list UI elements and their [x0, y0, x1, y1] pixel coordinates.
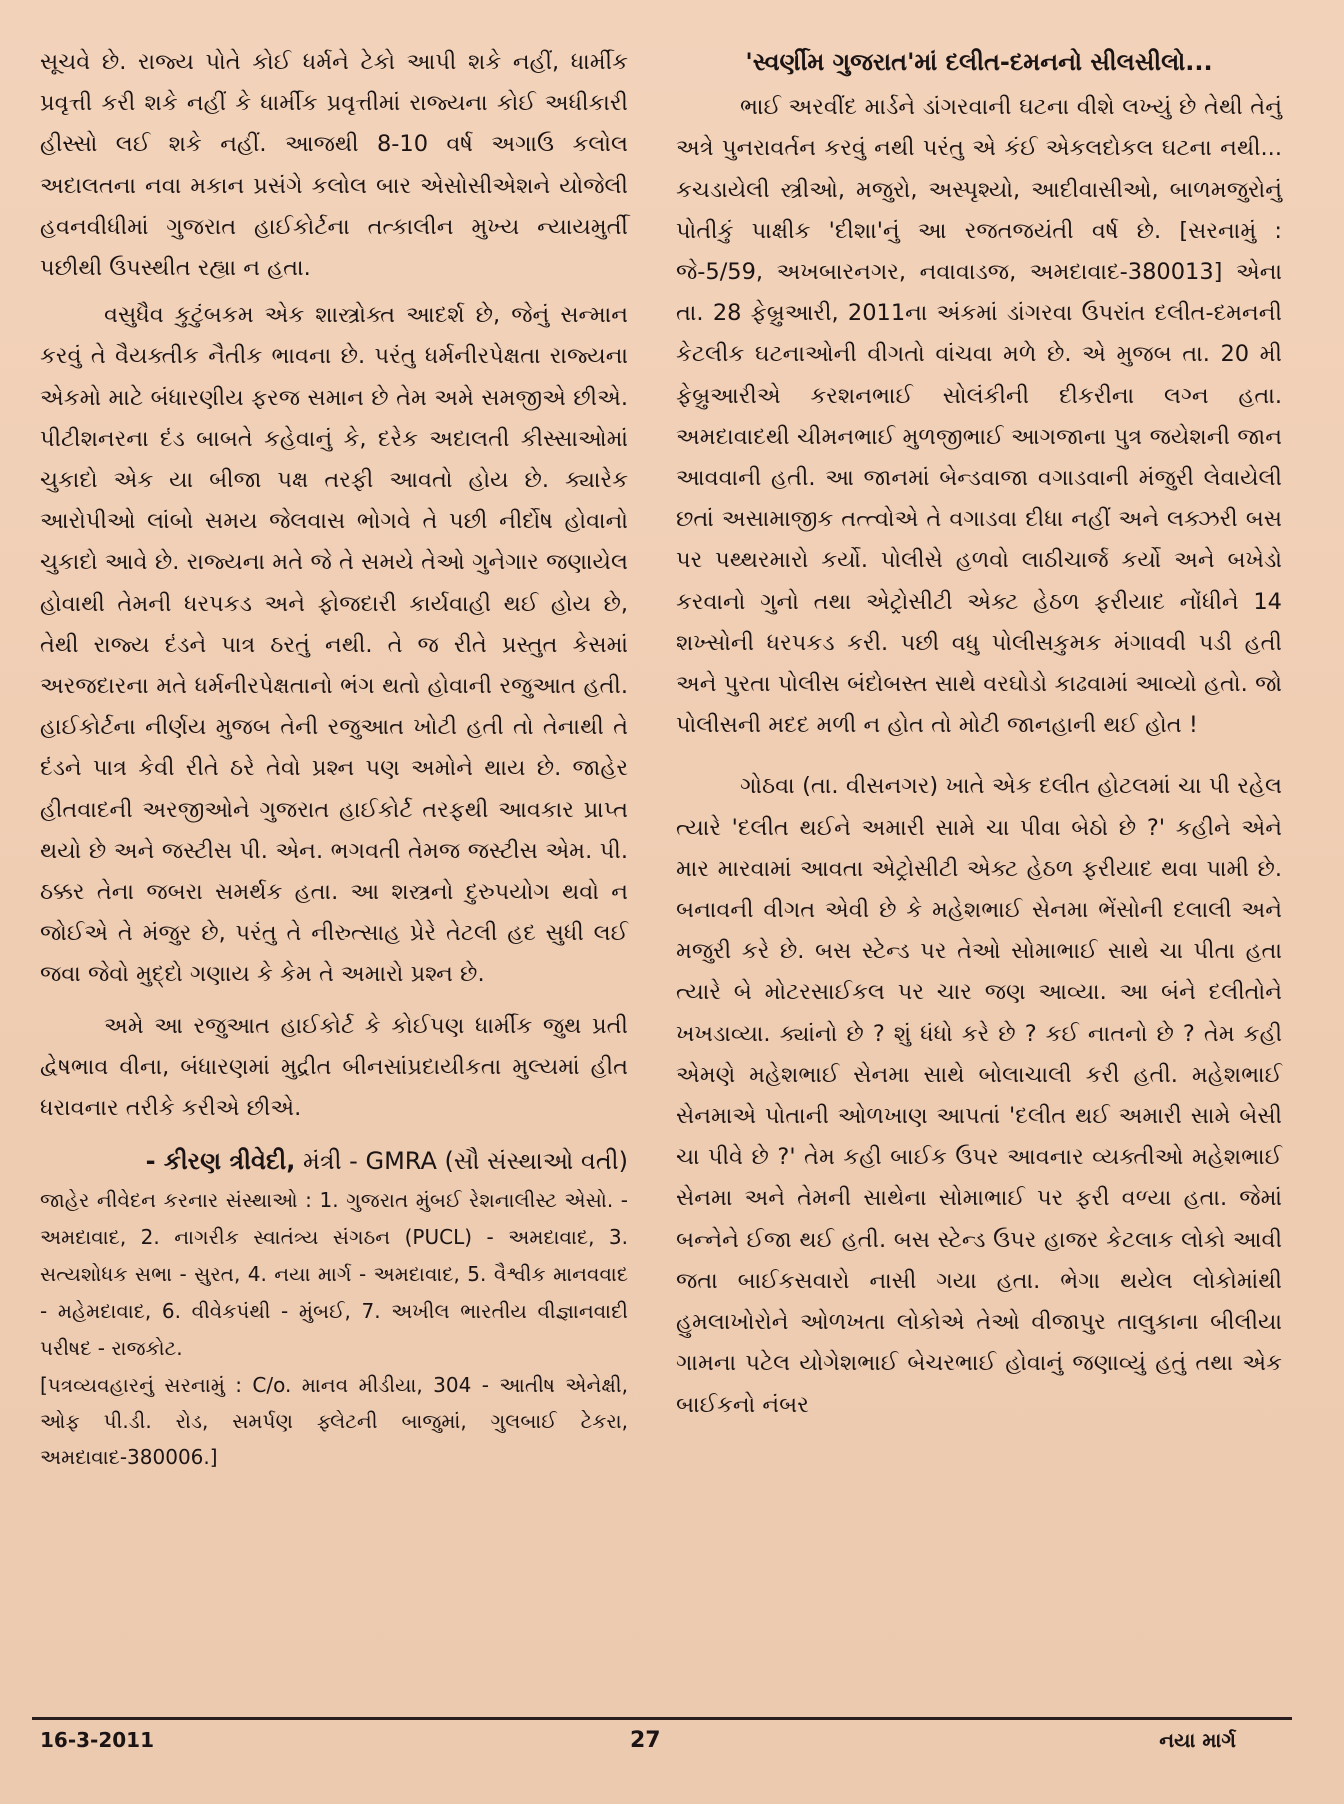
article-heading: 'સ્વર્ણીમ ગુજરાત'માં દલીત-દમનનો સીલસીલો... — [745, 48, 1213, 76]
organizations-note: જાહેર નીવેદન કરનાર સંસ્થાઓ : 1. ગુજરાત મુંબઈ રેશનાલીસ્ટ એસો. - અમદાવાદ, 2. નાગરીક સ્વાતંત્ર્ય સંગઠન (PUCL) - અમદાવાદ, 3. સત્યશોધક સભા - સુરત, 4. નયા માર્ગ - અમદાવાદ, 5. વૈશ્વીક માનવવાદ - મહેમદાવાદ, 6. વીવેકપંથી - મુંબઈ, 7. અખીલ ભારતીય વીજ્ઞાનવાદી પરીષદ - રાજકોટ. — [40, 1188, 628, 1361]
signature-line — [40, 1141, 628, 1182]
magazine-name: નયા માર્ગ — [1159, 1728, 1236, 1752]
signature-role: મંત્રી - GMRA (સૌ સંસ્થાઓ વતી) — [295, 1147, 628, 1176]
right-paragraph-1: ભાઈ અરવીંદ માર્ડને ડાંગરવાની ઘટના વીશે લખ્યું છે તેથી તેનું અત્રે પુનરાવર્તન કરવું નથી પરંતુ એ કંઈ એકલદોકલ ઘટના નથી... કચડાયેલી સ્ત્રીઓ, મજુરો, અસ્પૃશ્યો, આદીવાસીઓ, બાળમજુરોનું પોતીકું પાક્ષીક 'દીશા'નું આ રજતજયંતી વર્ષ છે. [સરનામું : જે-5/59, અખબારનગર, નવાવાડજ, અમદાવાદ-380013] એના તા. 28 ફેબ્રુઆરી, 2011ના અંકમાં ડાંગરવા ઉપરાંત દલીત-દમનની કેટલીક ઘટનાઓની વીગતો વાંચવા મળે છે. એ મુજબ તા. 20 મી ફેબ્રુઆરીએ કરશનભાઈ સોલંકીની દીકરીના લગ્ન હતા. અમદાવાદથી ચીમનભાઈ મુળજીભાઈ આગજાના પુત્ર જયેશની જાન આવવાની હતી. આ જાનમાં બેન્ડવાજા વગાડવાની મંજુરી લેવાયેલી છતાં અસામાજીક તત્ત્વોએ તે વગાડવા દીધા નહીં અને લક્ઝરી બસ પર પથ્થરમારો કર્યો. પોલીસે હળવો લાઠીચાર્જ કર્યો અને બખેડો કરવાનો ગુનો તથા એટ્રોસીટી એક્ટ હેઠળ ફરીયાદ નોંધીને 14 શખ્સોની ધરપકડ કરી. પછી વધુ પોલીસકુમક મંગાવવી પડી હતી અને પુરતા પોલીસ બંદોબસ્ત સાથે વરઘોડો કાઢવામાં આવ્યો હતો. જો પોલીસની મદદ મળી ન હોત તો મોટી જાનહાની થઈ હોત ! — [676, 94, 1282, 739]
footer-divider — [32, 1717, 1292, 1720]
left-column — [40, 42, 628, 1475]
left-paragraph-2: વસુધૈવ કુટુંબકમ એક શાસ્ત્રોક્ત આદર્શ છે, જેનું સન્માન કરવું તે વૈયક્તીક નૈતીક ભાવના છે. પરંતુ ધર્મનીરપેક્ષતા રાજ્યના એકમો માટે બંધારણીય ફરજ સમાન છે તેમ અમે સમજીએ છીએ. પીટીશનરના દંડ બાબતે કહેવાનું કે, દરેક અદાલતી કીસ્સાઓમાં ચુકાદો એક યા બીજા પક્ષ તરફી આવતો હોય છે. ક્યારેક આરોપીઓ લાંબો સમય જેલવાસ ભોગવે તે પછી નીર્દોષ હોવાનો ચુકાદો આવે છે. રાજ્યના મતે જે તે સમયે તેઓ ગુનેગાર જણાયેલ હોવાથી તેમની ધરપકડ અને ફોજદારી કાર્યવાહી થઈ હોય છે, તેથી રાજ્ય દંડને પાત્ર ઠરતું નથી. તે જ રીતે પ્રસ્તુત કેસમાં અરજદારના મતે ધર્મનીરપેક્ષતાનો ભંગ થતો હોવાની રજુઆત હતી. હાઈકોર્ટના નીર્ણય મુજબ તેની રજુઆત ખોટી હતી તો તેનાથી તે દંડને પાત્ર કેવી રીતે ઠરે તેવો પ્રશ્ન પણ અમોને થાય છે. જાહેર હીતવાદની અરજીઓને ગુજરાત હાઈકોર્ટ તરફથી આવકાર પ્રાપ્ત થયો છે અને જસ્ટીસ પી. એન. ભગવતી તેમજ જસ્ટીસ એમ. પી. ઠક્કર તેના જબરા સમર્થક હતા. આ શસ્ત્રનો દુરુપયોગ થવો ન જોઈએ તે મંજુર છે, પરંતુ તે નીરુત્સાહ પ્રેરે તેટલી હદ સુધી લઈ જવા જેવો મુદ્દો ગણાય કે કેમ તે અમારો પ્રશ્ન છે. — [40, 302, 628, 988]
correspondence-address: [પત્રવ્યવહારનું સરનામું : C/o. માનવ મીડીયા, 304 - આતીષ એનેક્ષી, ઓફ પી.ડી. રોડ, સમર્પણ ફ્લેટની બાજુમાં, ગુલબાઈ ટેકરા, અમદાવાદ-380006.] — [40, 1373, 628, 1470]
right-column — [676, 42, 1282, 1426]
right-paragraph-2: ગોઠવા (તા. વીસનગર) ખાતે એક દલીત હોટલમાં ચા પી રહેલ ત્યારે 'દલીત થઈને અમારી સામે ચા પીવા બેઠો છે ?' કહીને એને માર મારવામાં આવતા એટ્રોસીટી એક્ટ હેઠળ ફરીયાદ થવા પામી છે. બનાવની વીગત એવી છે કે મહેશભાઈ સેનમા ભેંસોની દલાલી અને મજુરી કરે છે. બસ સ્ટેન્ડ પર તેઓ સોમાભાઈ સાથે ચા પીતા હતા ત્યારે બે મોટરસાઈકલ પર ચાર જણ આવ્યા. આ બંને દલીતોને ખખડાવ્યા. ક્યાંનો છે ? શું ધંધો કરે છે ? કઈ નાતનો છે ? તેમ કહી એમણે મહેશભાઈ સેનમા સાથે બોલાચાલી કરી હતી. મહેશભાઈ સેનમાએ પોતાની ઓળખાણ આપતાં 'દલીત થઈ અમારી સામે બેસી ચા પીવે છે ?' તેમ કહી બાઈક ઉપર આવનાર વ્યક્તીઓ મહેશભાઈ સેનમા અને તેમની સાથેના સોમાભાઈ પર ફરી વળ્યા હતા. જેમાં બન્નેને ઈજા થઈ હતી. બસ સ્ટેન્ડ ઉપર હાજર કેટલાક લોકો આવી જતા બાઈકસવારો નાસી ગયા હતા. ભેગા થયેલ લોકોમાંથી હુમલાખોરોને ઓળખતા લોકોએ તેઓ વીજાપુર તાલુકાના બીલીયા ગામના પટેલ યોગેશભાઈ બેચરભાઈ હોવાનું જણાવ્યું હતું તથા એક બાઈકનો નંબર — [676, 773, 1282, 1418]
footer-date: 16-3-2011 — [40, 1728, 155, 1752]
left-paragraph-3: અમે આ રજુઆત હાઈકોર્ટ કે કોઈપણ ધાર્મીક જુથ પ્રતી દ્વેષભાવ વીના, બંધારણમાં મુદ્રીત બીનસાંપ્રદાયીકતા મુલ્યમાં હીત ધરાવનાર તરીકે કરીએ છીએ. — [40, 1012, 628, 1122]
signature-name: - કીરણ ત્રીવેદી, — [145, 1147, 296, 1176]
page-number: 27 — [630, 1728, 661, 1753]
left-paragraph-1: સૂચવે છે. રાજ્ય પોતે કોઈ ધર્મને ટેકો આપી શકે નહીં, ધાર્મીક પ્રવૃત્તી કરી શકે નહીં કે ધાર્મીક પ્રવૃત્તીમાં રાજ્યના કોઈ અધીકારી હીસ્સો લઈ શકે નહીં. આજથી 8-10 વર્ષ અગાઉ કલોલ અદાલતના નવા મકાન પ્રસંગે કલોલ બાર એસોસીએશને યોજેલી હવનવીધીમાં ગુજરાત હાઈકોર્ટના તત્કાલીન મુખ્ય ન્યાયમુર્તી પછીથી ઉપસ્થીત રહ્યા ન હતા. — [40, 49, 628, 282]
